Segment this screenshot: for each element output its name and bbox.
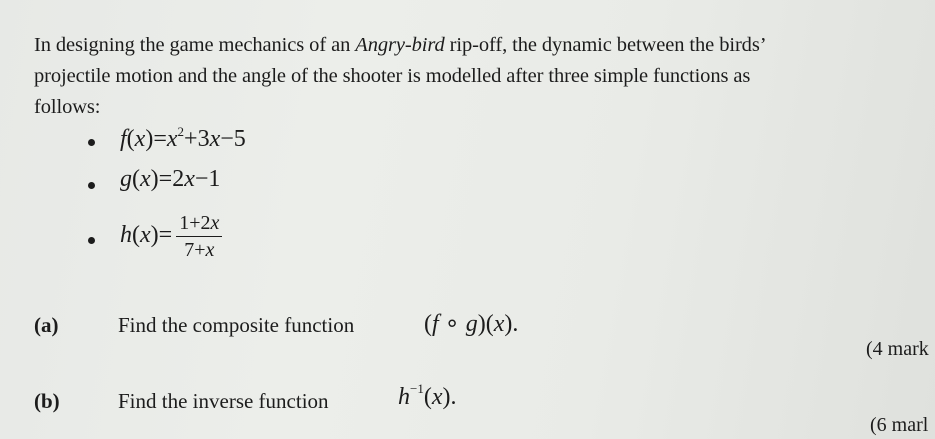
fraction-numerator: 1+2x — [176, 212, 222, 237]
part-b-label: (b) — [34, 389, 60, 413]
bullet-icon — [88, 139, 95, 146]
part-b-marks: (6 marl — [870, 414, 929, 436]
bullet-icon — [88, 182, 95, 189]
game-name: Angry-bird — [355, 34, 445, 56]
part-a-label: (a) — [34, 313, 59, 337]
part-a-math: (f ∘ g)(x). — [424, 311, 519, 337]
part-a-marks: (4 mark — [866, 338, 929, 360]
intro-line-3: follows: — [34, 96, 101, 118]
function-h: h(x)= $\frac{1+2x}{7+x}$ — [120, 212, 222, 261]
fraction-denominator: 7+x — [184, 239, 215, 261]
intro-line-2: projectile motion and the angle of the shooter is modelled after three simple functions as — [34, 65, 751, 87]
bullet-icon — [88, 237, 95, 244]
function-f: $f(x)=x^2+3x-5$ — [120, 124, 246, 152]
part-b-text: Find the inverse function — [118, 389, 329, 413]
part-b-math: $h^{-1}(x)$. — [398, 381, 457, 410]
part-a-text: Find the composite function — [118, 313, 355, 337]
function-g: g(x)=2x−1 — [120, 166, 221, 192]
intro-line-1: In designing the game mechanics of an Angry-bird rip-off, the dynamic between the birds’ — [34, 34, 767, 56]
fraction — [176, 212, 222, 261]
